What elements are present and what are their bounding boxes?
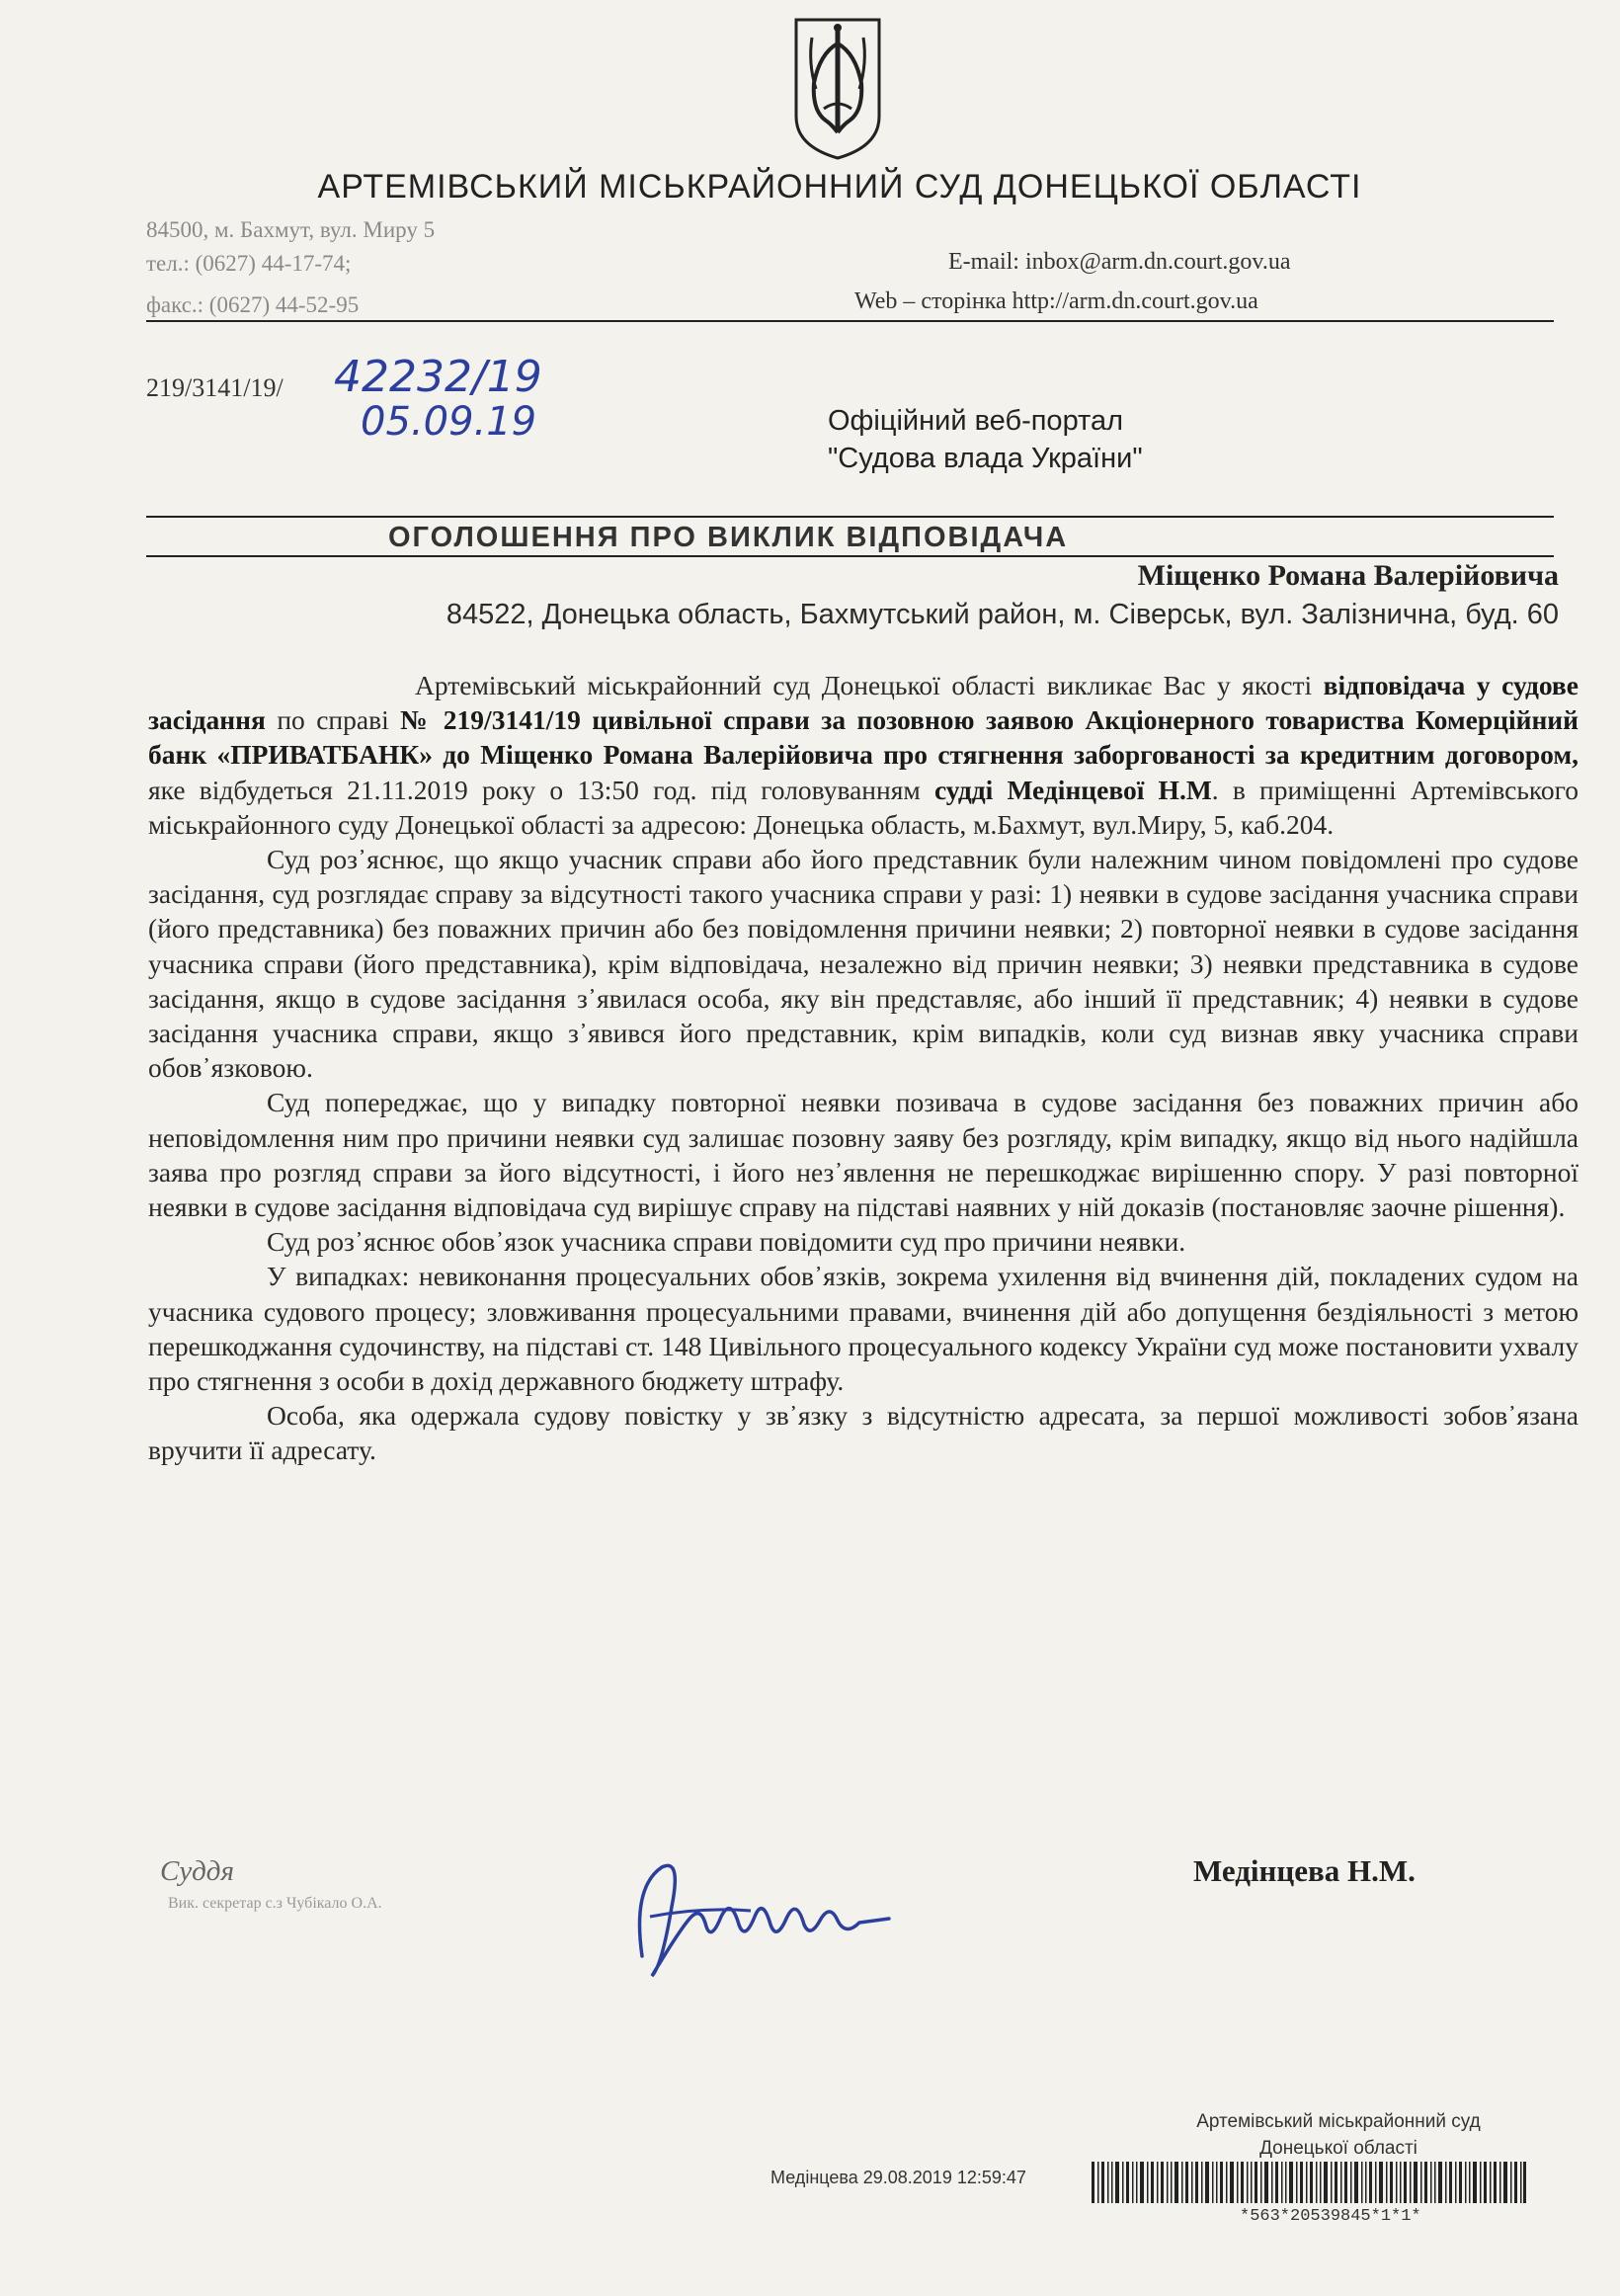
addressee-line-1: Офіційний веб-портал (828, 405, 1124, 437)
court-email: E-mail: inbox@arm.dn.court.gov.ua (948, 249, 1291, 275)
court-name: АРТЕМІВСЬКИЙ МІСЬКРАЙОННИЙ СУД ДОНЕЦЬКОЇ ОБЛАСТІ (317, 168, 1362, 205)
barcode-icon (1092, 2162, 1526, 2203)
paragraph-absence-rules: Суд роз᾽яснює, що якщо учасник справи або його представник були належним чином повідомлені про судове засідання, суд розглядає справу за відсутності такого учасника справи у разі: 1) неявки в судове засідання учасника справи (його представника) без поважних причин або без повідомлення причини неявки; 2) повторної неявки в судове засідання учасника справи (його представника), крім відповідача, незалежно від причин неявки; 3) неявки представника в судове засідання, якщо в судове засідання з᾽явилася особа, яку він представляє, або інший її представник; 4) неявки в судове засідання учасника справи, якщо з᾽явився його представник, крім випадків, коли суд визнав явку учасника справи обов᾽язковою. (148, 844, 1579, 1084)
barcode-number: *563*20539845*1*1* (1240, 2207, 1421, 2226)
paragraph-delivery: Особа, яка одержала судову повістку у зв᾽язку з відсутністю адресата, за першої можливості зобов᾽язана вручити її адресату. (148, 1400, 1579, 1466)
outgoing-case-number: 219/3141/19/ (146, 373, 284, 402)
paragraph-duty: Суд роз᾽яснює обов᾽язок учасника справи повідомити суд про причини неявки. (267, 1226, 1186, 1258)
title-top-rule (146, 516, 1554, 518)
notice-body (148, 668, 1579, 1468)
court-address: 84500, м. Бахмут, вул. Миру 5 (146, 217, 436, 242)
defendant-name: Міщенко Романа Валерійовича (1137, 559, 1559, 592)
defendant-address: 84522, Донецька область, Бахмутський район, м. Сіверськ, вул. Залізнична, буд. 60 (446, 599, 1559, 630)
paragraph-warning: Суд попереджає, що у випадку повторної неявки позивача в судове засідання без поважних причин або неповідомлення ним про причини неявки суд залишає позовну заяву без розгляду, крім випадку, якщо від нього надійшла заява про розгляд справи за його відсутності, і його нез᾽явлення не перешкоджає вирішенню спору. У разі повторної неявки в судове засідання відповідача суд вирішує справу на підставі наявних у ній доказів (постановляє заочне рішення). (148, 1087, 1579, 1223)
court-fax: факс.: (0627) 44-52-95 (146, 292, 360, 317)
coat-of-arms-icon (790, 14, 885, 162)
notice-title: ОГОЛОШЕННЯ ПРО ВИКЛИК ВІДПОВІДАЧА (388, 522, 1069, 553)
registration-court (1121, 2108, 1556, 2162)
judge-name: Медінцева Н.М. (1193, 1853, 1416, 1888)
secretary-note: Вик. секретар с.з Чубікало О.А. (168, 1895, 382, 1912)
paragraph-summons: Артемівський міськрайонний суд Донецької області викликає Вас у якості відповідача у судове засідання по справі № 219/3141/19 цивільної справи за позовною заявою Акціонерного товариства Комерційний банк «ПРИВАТБАНК» до Міщенко Романа Валерійовича про стягнення заборгованості за кредитним договором, яке відбудеться 21.11.2019 року о 13:50 год. під головуванням судді Медінцевої Н.М. в приміщенні Артемівського міськрайонного суду Донецької області за адресою: Донецька область, м.Бахмут, вул.Миру, 5, каб.204. (148, 670, 1579, 840)
judge-label: Суддя (160, 1855, 234, 1887)
registration-court-line-1: Артемівський міськрайонний суд (1196, 2111, 1481, 2132)
handwritten-signature (622, 1847, 899, 1986)
court-phone: тел.: (0627) 44-17-74; (146, 251, 352, 276)
paragraph-penalty: У випадках: невиконання процесуальних обов᾽язків, зокрема ухилення від вчинення дій, покладених судом на учасника судового процесу; зловживання процесуальними правами, вчинення дій або допущення бездіяльності з метою перешкоджання судочинству, на підставі ст. 148 Цивільного процесуального кодексу України суд може постановити ухвалу про стягнення з особи в дохід державного бюджету штрафу. (148, 1261, 1579, 1397)
addressee-line-2: "Судова влада України" (828, 443, 1143, 474)
title-bottom-rule (146, 555, 1554, 557)
registration-stamp: Медінцева 29.08.2019 12:59:47 (770, 2168, 1026, 2187)
handwritten-outgoing-number: 42232/19 (334, 352, 542, 402)
registration-court-line-2: Донецької області (1259, 2138, 1418, 2159)
header-divider (146, 320, 1554, 322)
court-website: Web – сторінка http://arm.dn.court.gov.ua (854, 288, 1258, 314)
handwritten-outgoing-date: 05.09.19 (361, 399, 537, 445)
